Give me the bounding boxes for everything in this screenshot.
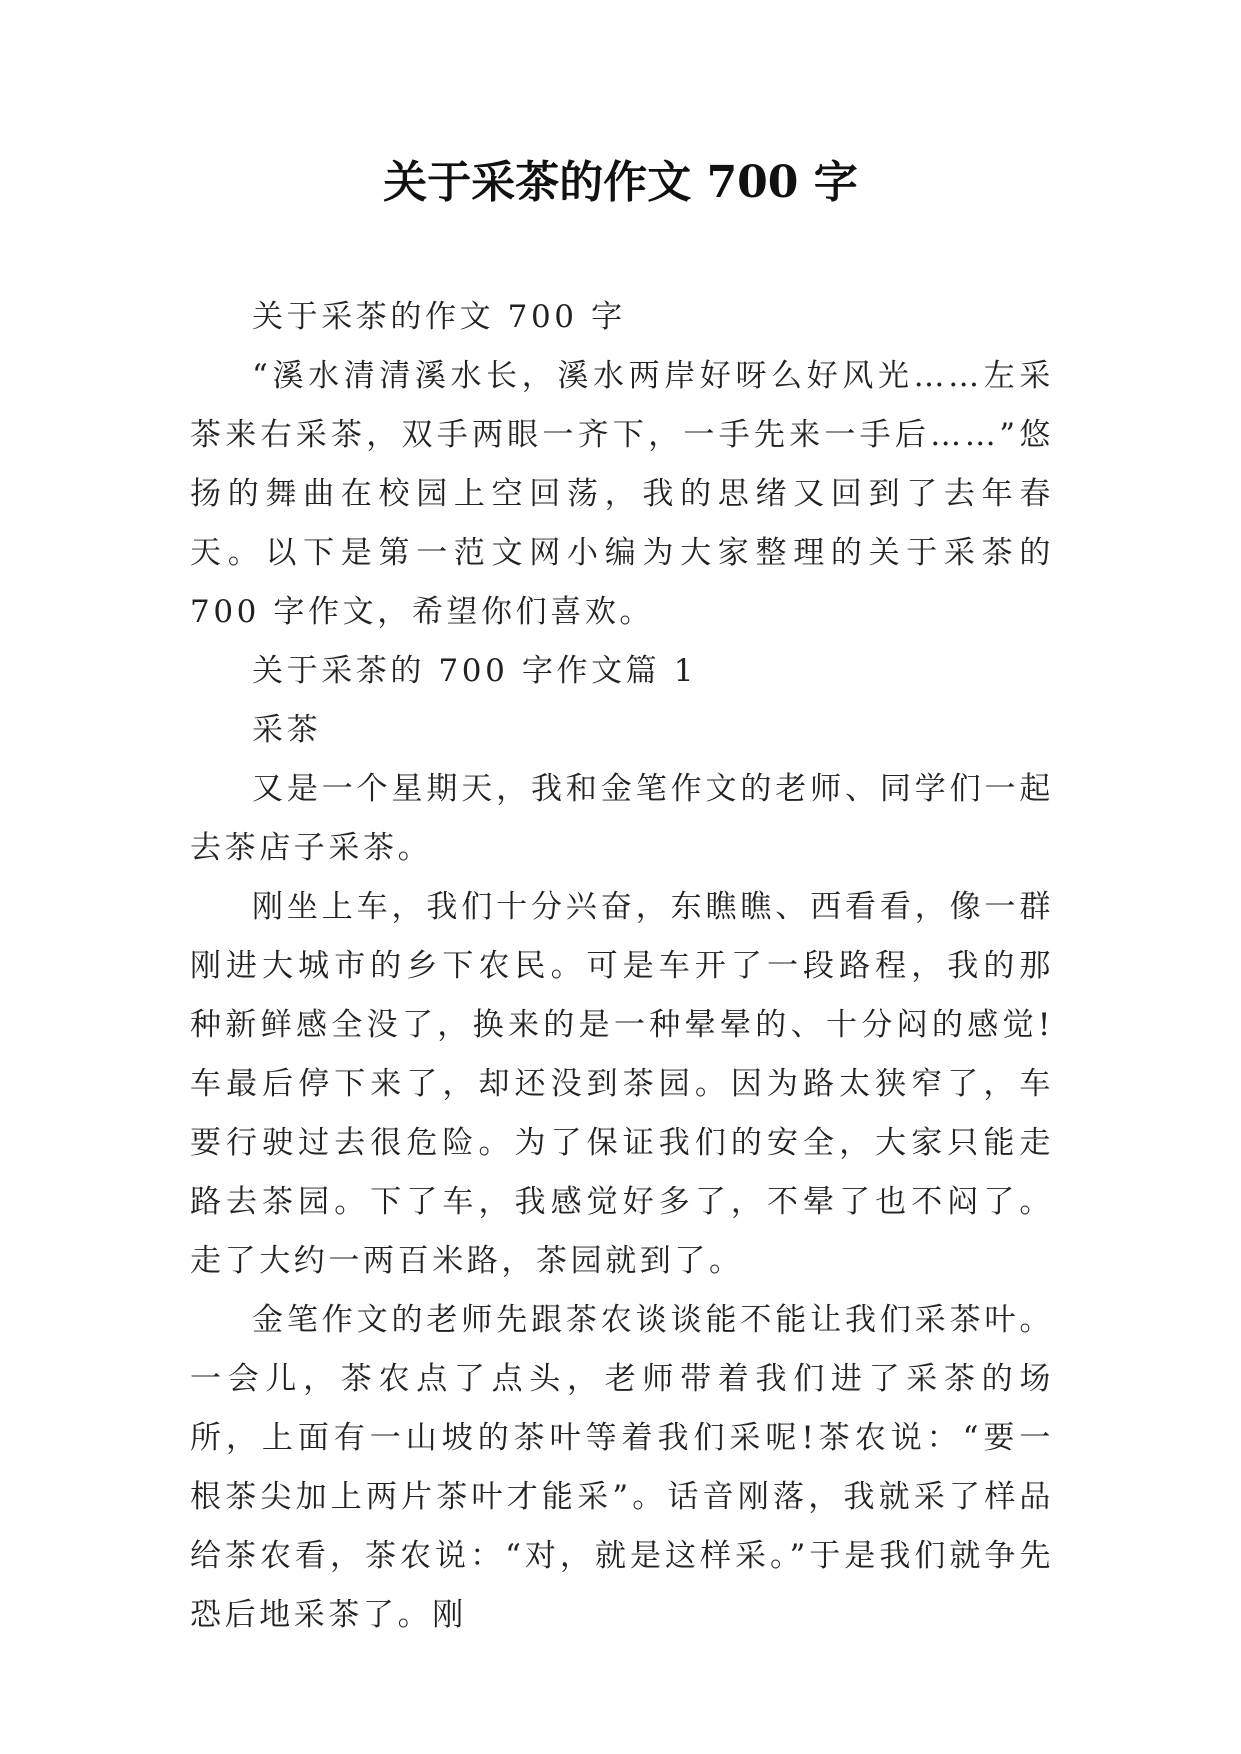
paragraph-body-3: 金笔作文的老师先跟茶农谈谈能不能让我们采茶叶。一会儿，茶农点了点头，老师带着我们进了采茶的场所，上面有一山坡的茶叶等着我们采呢!茶农说：“要一根茶尖加上两片茶叶才能采”。话音刚落，我就采了样品给茶农看，茶农说：“对，就是这样采。”于是我们就争先恐后地采茶了。刚: [190, 1302, 1054, 1633]
document-body: [190, 288, 1054, 1645]
paragraph-essay-title: 采茶: [252, 712, 322, 748]
paragraph-subtitle: 关于采茶的作文 700 字: [252, 299, 626, 335]
paragraph-section-heading: 关于采茶的 700 字作文篇 1: [252, 653, 698, 689]
paragraph-intro: “溪水清清溪水长，溪水两岸好呀么好风光……左采茶来右采茶，双手两眼一齐下，一手先来一手后……”悠扬的舞曲在校园上空回荡，我的思绪又回到了去年春天。以下是第一范文网小编为大家整理的关于采茶的 700 字作文，希望你们喜欢。: [190, 358, 1054, 630]
document-title: 关于采茶的作文 700 字: [383, 157, 858, 208]
paragraph-body-2: 刚坐上车，我们十分兴奋，东瞧瞧、西看看，像一群刚进大城市的乡下农民。可是车开了一段路程，我的那种新鲜感全没了，换来的是一种晕晕的、十分闷的感觉!车最后停下来了，却还没到茶园。因为路太狭窄了，车要行驶过去很危险。为了保证我们的安全，大家只能走路去茶园。下了车，我感觉好多了，不晕了也不闷了。走了大约一两百米路，茶园就到了。: [190, 889, 1054, 1279]
paragraph-body-1: 又是一个星期天，我和金笔作文的老师、同学们一起去茶店子采茶。: [190, 771, 1054, 866]
